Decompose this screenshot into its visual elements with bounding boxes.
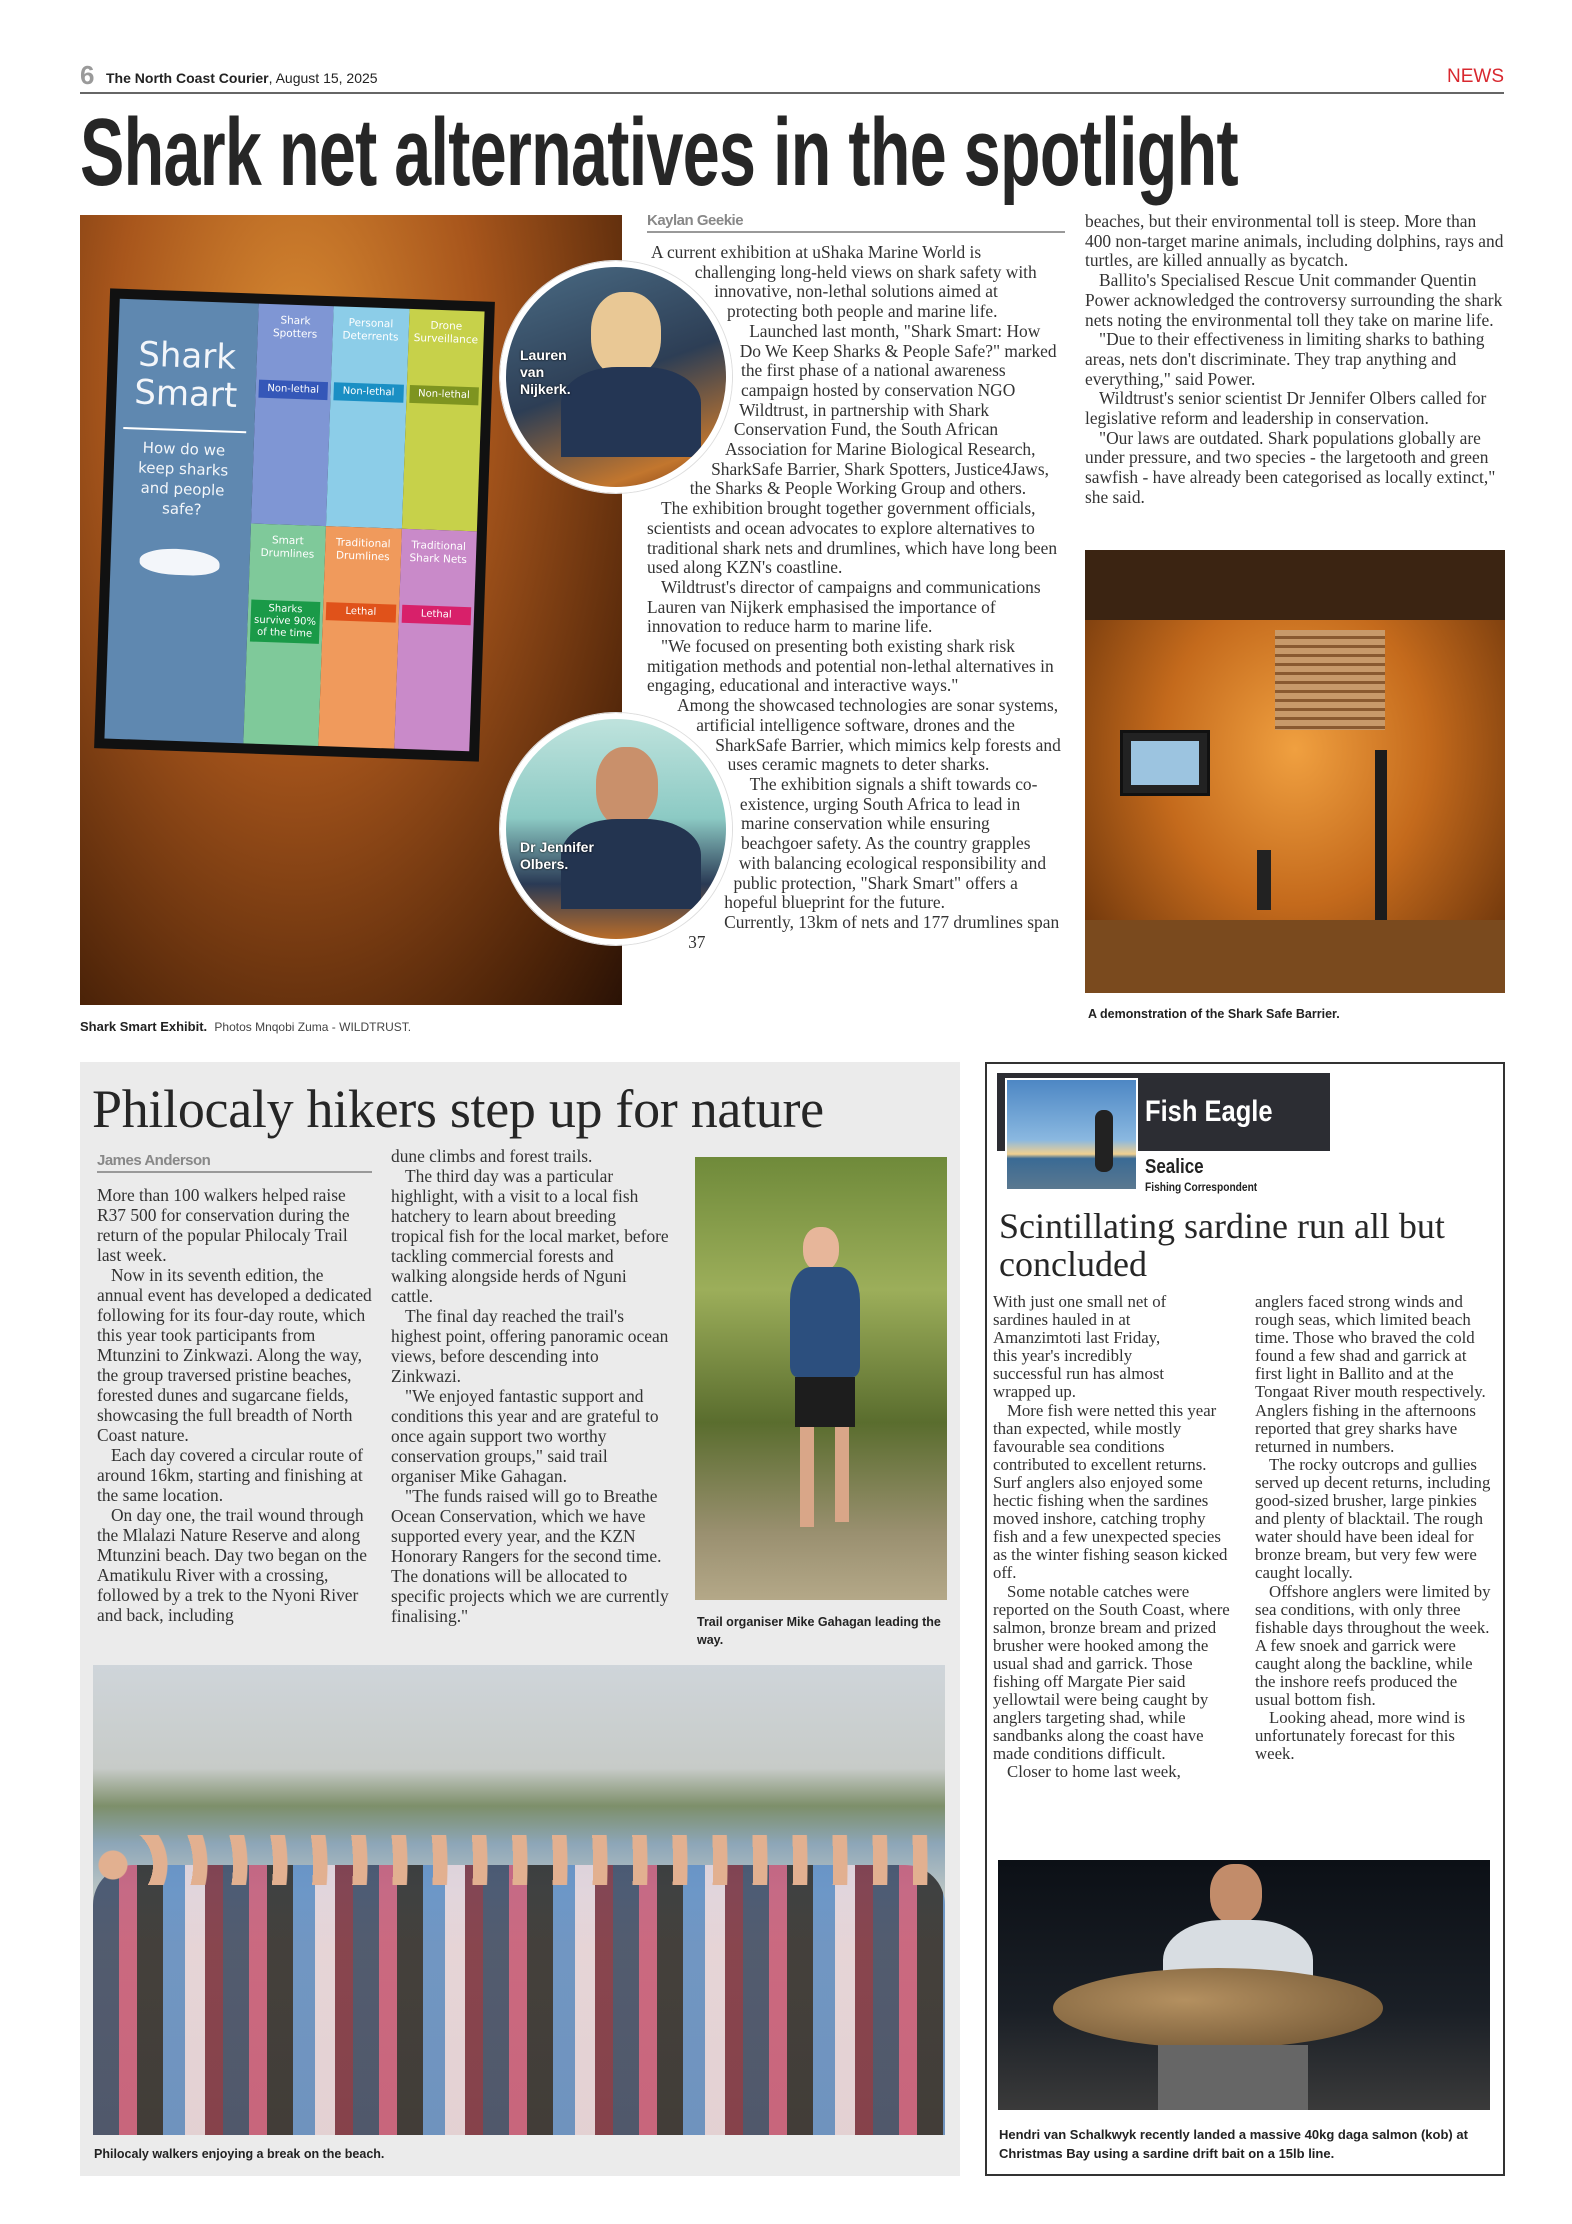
paragraph: The exhibition brought together government officials, scientists and ocean advocates to explore alternatives to traditional shark nets and drumlines, which have long been used along KZN's coastline. [647, 498, 1058, 578]
inset-label: Lauren van Nijkerk. [520, 347, 571, 397]
page-number: 6 [80, 60, 95, 90]
paragraph: dune climbs and forest trails. [391, 1146, 593, 1166]
paragraph: Now in its seventh edition, the annual event has developed a dedicated following for its four-day route, which this year took participants from Mtunzini to Zinkwazi. Along the way, the group traversed pristine beaches, forested dunes and sugarcane fields, showcasing the full breadth of North Coast nature. [97, 1265, 372, 1445]
sign-cell: Personal Deterrents Non-lethal [326, 306, 409, 528]
fish-eagle-column-2 [1255, 1293, 1495, 1763]
paragraph: "We focused on presenting both existing shark risk mitigation methods and potential non-lethal alternatives in engaging, educational and interactive ways." [647, 636, 1054, 696]
paragraph: The exhibition signals a shift towards co-existence, urging South Africa to lead in marine conservation while ensuring beachgoer safety. As the country grapples with balancing ecological responsibility and public protection, "Shark Smart" offers a hopeful blueprint for the future. [724, 773, 1047, 913]
fish [1053, 1968, 1383, 2048]
publication-name: The North Coast Courier [106, 70, 269, 86]
paragraph: More fish were netted this year than expected, while mostly favourable sea conditions contributed to excellent returns. Surf anglers also enjoyed some hectic fishing when the sardines moved inshore, catching trophy fish and a few unexpected species as the winter fishing season kicked off. [993, 1400, 1228, 1583]
hiker-caption: Trail organiser Mike Gahagan leading the way. [697, 1615, 941, 1647]
paragraph: Offshore anglers were limited by sea conditions, with only three fishable days throughout the week. A few snoek and garrick were caught along the backline, while the inshore reefs produced the usual bottom fish. [1255, 1581, 1491, 1710]
angler-photo [998, 1860, 1490, 2110]
masthead: The North Coast Courier, August 15, 2025 [106, 70, 378, 86]
sign-cell: Shark Spotters Non-lethal [251, 304, 334, 526]
paragraph: "Our laws are outdated. Shark populations globally are under pressure, and two species - the largetooth and green sawfish - have already been categorised as locally extinct," she said. [1085, 427, 1496, 507]
article-body [97, 1185, 372, 1625]
shark-smart-sign [94, 288, 495, 761]
monitor-icon [1120, 730, 1210, 796]
group-caption: Philocaly walkers enjoying a break on the beach. [94, 2147, 385, 2161]
philocaly-column-2 [391, 1146, 669, 1626]
sign-title: Shark [137, 334, 237, 378]
barrier-caption: A demonstration of the Shark Safe Barrier. [1088, 1007, 1340, 1021]
sign-cell: Smart Drumlines Sharks survive 90% of the time [243, 523, 326, 745]
paragraph: Looking ahead, more wind is unfortunately forecast for this week. [1255, 1708, 1466, 1764]
sign-title: Smart [133, 372, 238, 416]
paragraph: Currently, 13km of nets and 177 drumlines span 37 [688, 911, 1060, 952]
section-label: NEWS [1447, 66, 1504, 87]
paragraph: Each day covered a circular route of around 16km, starting and finishing at the same location. [97, 1445, 364, 1505]
paragraph: "Due to their effectiveness in limiting sharks to bathing areas, nets don't discriminate. They trap anything and everything," said Power. [1085, 329, 1485, 389]
sign-cell: Traditional Shark Nets Lethal [394, 529, 477, 751]
paragraph: Wildtrust's senior scientist Dr Jennifer Olbers called for legislative reform and leadership in conservation. [1085, 388, 1487, 429]
lead-column-2 [647, 212, 1065, 952]
lead-column-3 [1085, 212, 1505, 508]
paragraph: Ballito's Specialised Rescue Unit commander Quentin Power acknowledged the controversy surrounding the shark nets noting the environmental toll they take on marine life. [1085, 270, 1503, 330]
sign-cell: Traditional Drumlines Lethal [318, 526, 401, 748]
shark-icon [140, 548, 221, 577]
paragraph: With just one small net of sardines hauled in at Amanzimtoti last Friday, this year's incredibly successful run has almost wrapped up. [993, 1292, 1167, 1402]
paragraph: beaches, but their environmental toll is steep. More than 400 non-target marine animals, including dolphins, rays and turtles, are killed annually as bycatch. [1085, 211, 1504, 271]
paragraph: A current exhibition at uShaka Marine World is challenging long-held views on shark safety with innovative, non-lethal solutions aimed at protecting both people and marine life. [651, 242, 1037, 322]
paragraph: Wildtrust's director of campaigns and communications Lauren van Nijkerk emphasised the importance of innovation to reduce harm to marine life. [647, 576, 1041, 637]
fish-eagle-column-1 [993, 1293, 1233, 1782]
columnist-photo [1005, 1078, 1138, 1191]
lead-photo-caption: Shark Smart Exhibit. Photos Mnqobi Zuma - WILDTRUST. [80, 1019, 412, 1034]
paragraph: "We enjoyed fantastic support and conditions this year and are grateful to once again support two worthy conservation groups," said trail organiser Mike Gahagan. [391, 1386, 659, 1486]
sign-cell: Drone Surveillance Non-lethal [401, 309, 484, 531]
paragraph: The final day reached the trail's highest point, offering panoramic ocean views, before descending into Zinkwazi. [391, 1306, 669, 1386]
paragraph: Closer to home last week, [1007, 1762, 1181, 1782]
column-name: Fish Eagle [1145, 1095, 1273, 1128]
paragraph: Launched last month, "Shark Smart: How Do We Keep Sharks & People Safe?" marked the first phase of a national awareness campaign hosted by conservation NGO Wildtrust, in partnership with Shark Conservation Fund, the South African Association for Marine Biological Research, SharkSafe Barrier, Shark Spotters, Justice4Jaws, the Sharks & People Working Group and others. [689, 320, 1057, 499]
fish-eagle-headline: Scintillating sardine run all but concluded [999, 1206, 1445, 1284]
columnist-role: Fishing Correspondent [1145, 1180, 1258, 1194]
philocaly-column-1 [97, 1152, 372, 1625]
paragraph: The rocky outcrops and gullies served up decent returns, including good-sized brusher, large pinkies and plenty of blacktail. The rough water should have been ideal for bronze bream, but very few were caught locally. [1255, 1454, 1491, 1583]
paragraph: Among the showcased technologies are sonar systems, artificial intelligence software, drones and the SharkSafe Barrier, which mimics kelp forests and uses ceramic magnets to deter sharks. [677, 695, 1061, 775]
byline: Kaylan Geekie [647, 212, 1065, 233]
paragraph: The third day was a particular highlight, with a visit to a local fish hatchery to learn about breeding tropical fish for the local market, before tackling commercial forests and walking alongside herds of Nguni cattle. [391, 1166, 669, 1306]
byline: James Anderson [97, 1152, 372, 1173]
paragraph: More than 100 walkers helped raise R37 500 for conservation during the return of the popular Philocaly Trail last week. [97, 1185, 350, 1265]
hiker-photo [695, 1157, 947, 1600]
columnist-name: Sealice [1145, 1156, 1204, 1178]
philocaly-headline: Philocaly hikers step up for nature [92, 1079, 824, 1139]
inset-label: Dr Jennifer Olbers. [520, 839, 594, 872]
angler-caption: Hendri van Schalkwyk recently landed a massive 40kg daga salmon (kob) at Christmas Bay using a sardine drift bait on a 15lb line. [999, 2127, 1468, 2161]
article-body [647, 243, 1065, 952]
issue-date: August 15, 2025 [275, 70, 378, 86]
header-rule [80, 92, 1504, 94]
lead-headline: Shark net alternatives in the spotlight [80, 99, 1238, 206]
group-photo [93, 1665, 945, 2135]
shark-safe-barrier-photo [1085, 550, 1505, 993]
paragraph: anglers faced strong winds and rough seas, which limited beach time. Those who braved the cold found a few shad and garrick at first light in Ballito and at the Tongaat River mouth respectively. Anglers fishing in the afternoons reported that grey sharks have returned in numbers. [1255, 1292, 1486, 1456]
sign-question: How do we keep sharks and people safe? [120, 427, 246, 521]
paragraph: On day one, the trail wound through the Mlalazi Nature Reserve and along Mtunzini beach. Day two began on the Amatikulu River with a crossing, followed by a trek to the Nyoni River and back, including [97, 1505, 367, 1625]
paragraph: Some notable catches were reported on the South Coast, where salmon, bronze bream and prized brusher were hooked among the usual shad and garrick. Those fishing off Margate Pier said yellowtail were being caught by anglers targeting shad, while sandbanks along the coast have made conditions difficult. [993, 1581, 1230, 1764]
paragraph: "The funds raised will go to Breathe Ocean Conservation, which we have supported every year, and the KZN Honorary Rangers for the second time. The donations will be allocated to specific projects which we are currently finalising." [391, 1486, 669, 1626]
